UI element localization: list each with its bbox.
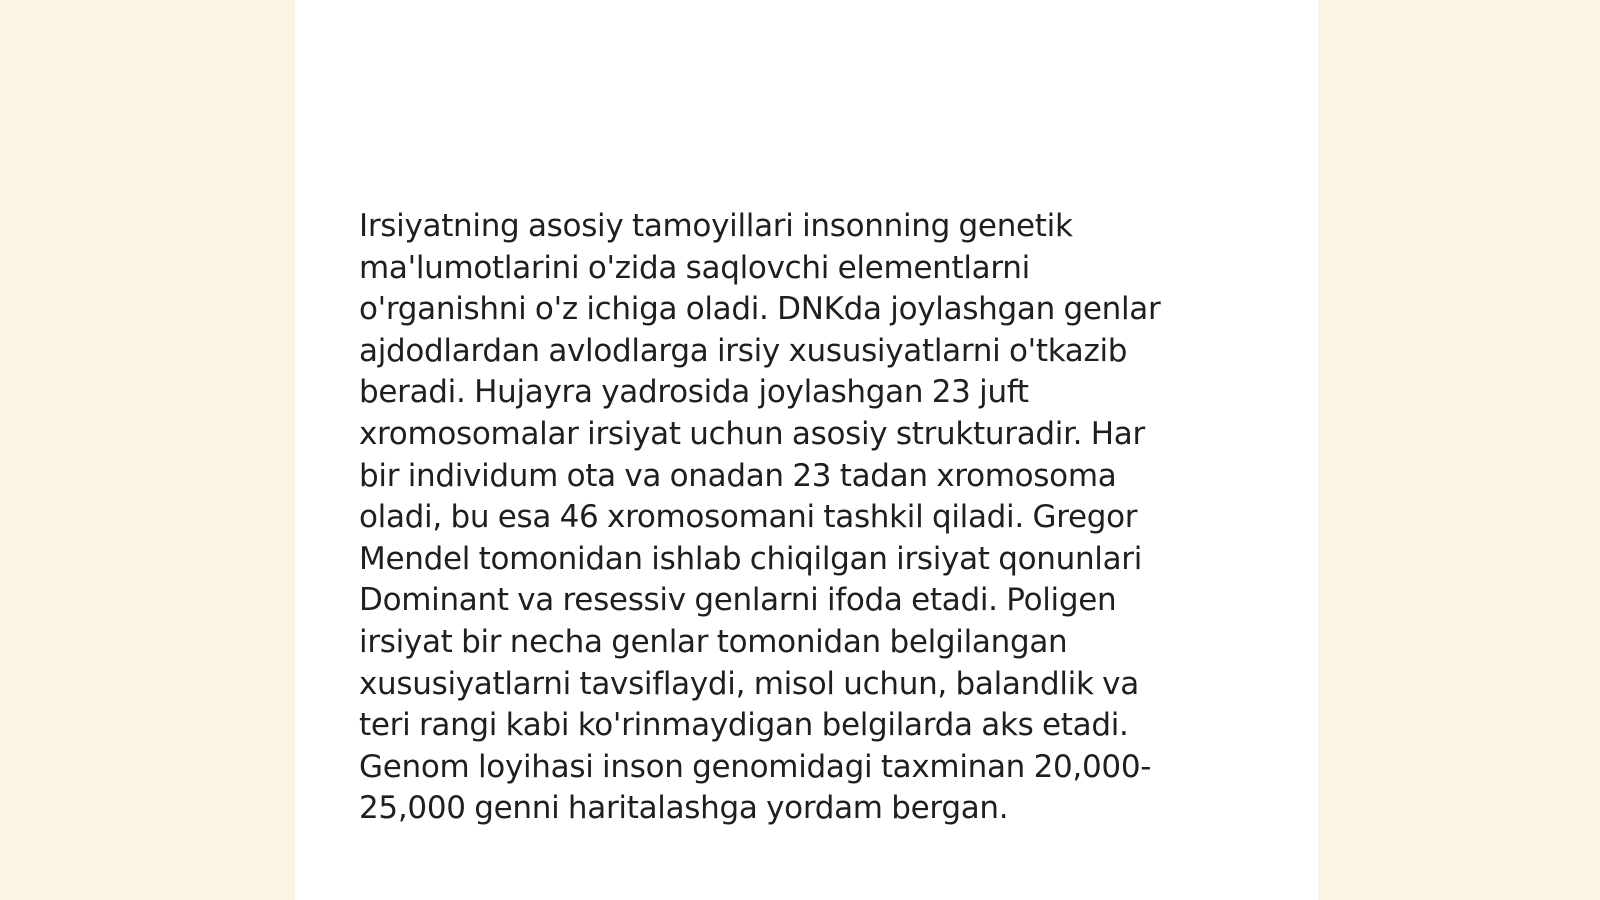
paragraph-line: irsiyat bir necha genlar tomonidan belgilangan — [359, 623, 1068, 660]
paragraph-line: o'rganishni o'z ichiga oladi. DNKda joylashgan genlar — [359, 291, 1161, 328]
paragraph-line: xususiyatlarni tavsiflaydi, misol uchun, balandlik va — [359, 665, 1139, 702]
paragraph-line: teri rangi kabi ko'rinmaydigan belgilarda aks etadi. — [359, 707, 1129, 744]
paragraph-line: oladi, bu esa 46 xromosomani tashkil qiladi. Gregor — [359, 499, 1138, 536]
paragraph-line: xromosomalar irsiyat uchun asosiy strukturadir. Har — [359, 415, 1145, 452]
paragraph-line: beradi. Hujayra yadrosida joylashgan 23 juft — [359, 374, 1029, 411]
body-paragraph — [359, 206, 1239, 830]
paragraph-line: Dominant va resessiv genlarni ifoda etadi. Poligen — [359, 582, 1117, 619]
paragraph-line: ajdodlardan avlodlarga irsiy xususiyatlarni o'tkazib — [359, 332, 1128, 369]
paragraph-line: Mendel tomonidan ishlab chiqilgan irsiyat qonunlari — [359, 540, 1143, 577]
paragraph-line: Genom loyihasi inson genomidagi taxminan 20,000- — [359, 748, 1152, 785]
paragraph-line: ma'lumotlarini o'zida saqlovchi elementlarni — [359, 249, 1030, 286]
paragraph-line: bir individum ota va onadan 23 tadan xromosoma — [359, 457, 1117, 494]
paragraph-line: 25,000 genni haritalashga yordam bergan. — [359, 790, 1009, 827]
paragraph-line: Irsiyatning asosiy tamoyillari insonning genetik — [359, 208, 1073, 244]
document-page — [295, 0, 1318, 900]
